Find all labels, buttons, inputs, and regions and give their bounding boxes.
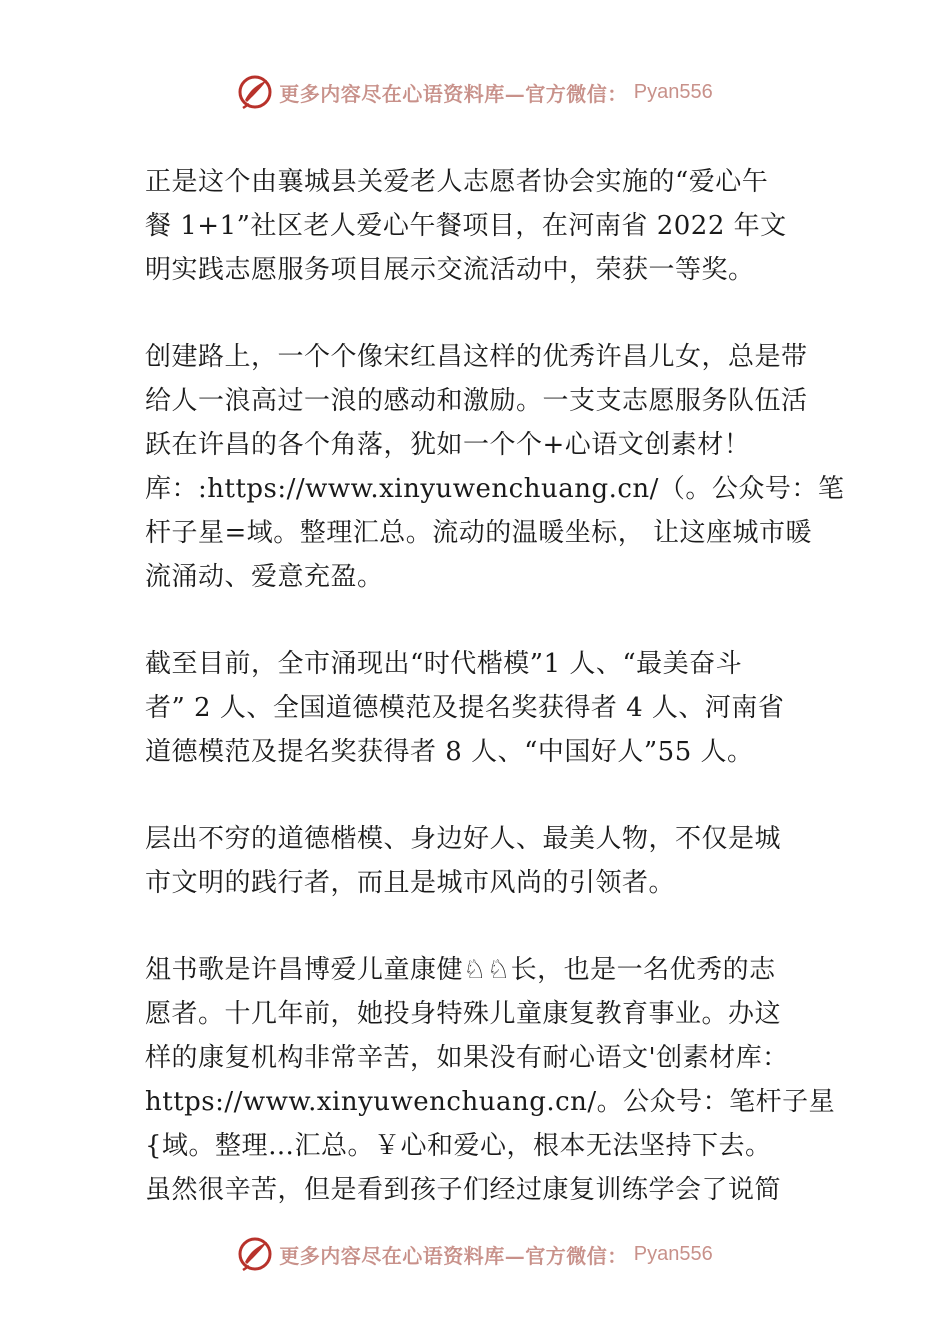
wechat-id: Pyan556 (633, 1242, 713, 1265)
wechat-id: Pyan556 (633, 80, 713, 103)
text-line: https://www.xinyuwenchuang.cn/。公众号：笔杆子星 (145, 1087, 836, 1117)
banner-text: 更多内容尽在心语资料库—官方微信： (279, 81, 628, 106)
logo-icon (237, 74, 273, 110)
text-line: 虽然很辛苦，但是看到孩子们经过康复训练学会了说简 (145, 1175, 782, 1205)
text-line: 道德模范及提名奖获得者 8 人、“中国好人”55 人。 (145, 737, 754, 767)
text-line: 流涌动、爱意充盈。 (145, 562, 384, 592)
paragraph (145, 817, 815, 905)
text-line: 层出不穷的道德楷模、身边好人、最美人物，不仅是城 (145, 824, 782, 854)
paragraph (145, 160, 815, 292)
text-line: 明实践志愿服务项目展示交流活动中，荣获一等奖。 (145, 255, 755, 285)
document-body (145, 160, 845, 1255)
paragraph (145, 948, 836, 1212)
text-line: 库：:https://www.xinyuwenchuang.cn/（。公众号：笔 (145, 474, 845, 504)
logo-icon (237, 1236, 273, 1272)
text-line: {域。整理…汇总。￥心和爱心，根本无法坚持下去。 (145, 1131, 772, 1161)
footer-banner (0, 1232, 950, 1276)
text-line: 给人一浪高过一浪的感动和激励。一支支志愿服务队伍活 (145, 386, 808, 416)
text-line: 杆子星=域。整理汇总。流动的温暖坐标， 让这座城市暖 (145, 518, 813, 548)
text-line: 愿者。十几年前，她投身特殊儿童康复教育事业。办这 (145, 999, 782, 1029)
text-line: 跃在许昌的各个角落，犹如一个个+心语文创素材！ (145, 430, 751, 460)
text-line: 样的康复机构非常辛苦，如果没有耐心语文'创素材库： (145, 1043, 789, 1073)
text-line: 市文明的践行者，而且是城市风尚的引领者。 (145, 868, 676, 898)
text-line: 俎书歌是许昌博爱儿童康健♘♘长，也是一名优秀的志 (145, 955, 776, 985)
text-line: 正是这个由襄城县关爱老人志愿者协会实施的“爱心午 (145, 167, 769, 197)
paragraph (145, 642, 815, 774)
header-banner (0, 70, 950, 114)
text-line: 者” 2 人、全国道德模范及提名奖获得者 4 人、河南省 (145, 693, 785, 723)
paragraph (145, 335, 845, 599)
banner-text: 更多内容尽在心语资料库—官方微信： (279, 1243, 628, 1268)
text-line: 截至目前，全市涌现出“时代楷模”1 人、“最美奋斗 (145, 649, 743, 679)
text-line: 餐 1+1”社区老人爱心午餐项目，在河南省 2022 年文 (145, 211, 787, 241)
text-line: 创建路上，一个个像宋红昌这样的优秀许昌儿女，总是带 (145, 342, 808, 372)
